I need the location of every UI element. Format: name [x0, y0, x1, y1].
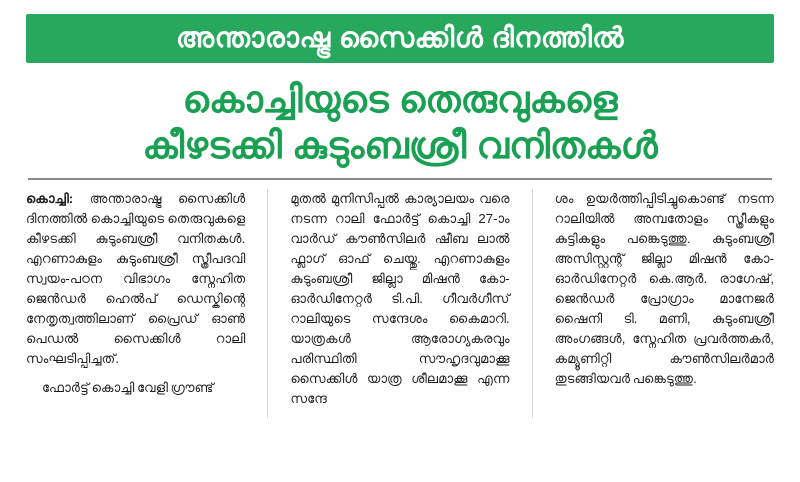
- article-body: [26, 189, 774, 419]
- article-paragraph: [26, 189, 245, 370]
- dateline: കൊച്ചി:: [26, 190, 74, 206]
- column-1-paragraph-2: ഫോർട്ട് കൊച്ചി വേളി ഗ്രൗണ്ട്: [42, 380, 214, 396]
- headline-line-2: കീഴടക്കി കുടുംബശ്രീ വനിതകൾ: [142, 124, 658, 166]
- page-title: [26, 77, 774, 167]
- headline-line-1: കൊച്ചിയുടെ തെരുവുകളെ: [182, 79, 618, 121]
- article-column-1: [26, 189, 245, 408]
- headline-divider: [28, 178, 772, 180]
- column-3-paragraph-1: ശം ഉയർത്തിപ്പിടിച്ചുകൊണ്ട് നടന്ന റാലിയിൽ അമ്പതോളം സ്ത്രീകളും കുട്ടികളും പങ്കെടുത്തു. കുടുംബശ്രീ അസിസ്റ്റന്റ് ജില്ലാ മിഷൻ കോ-ഓർഡിനേറ്റർ കെ.ആർ. രാഗേഷ്, ജെൻഡർ പ്രോഗ്രാം മാനേജർ ഷൈനി ടി. മണി, കുടുംബശ്രീ അംഗങ്ങൾ, സ്നേഹിത പ്രവർത്തകർ, കമ്യൂണിറ്റി കൗൺസിലർമാർ തുടങ്ങിയവർ പങ്കെടുത്തു.: [554, 190, 774, 387]
- article-column-2: [290, 189, 509, 419]
- column-1-paragraph-1: അന്താരാഷ്ട്ര സൈക്കിൾ ദിനത്തിൽ കൊച്ചിയുടെ തെരുവുകളെ കീഴടക്കി കുടുംബശ്രീ വനിതകൾ. എറണാകുളം കുടുംബശ്രീ സ്ത്രീപദവി സ്വയം-പഠന വിഭാഗം സ്നേഹിത ജെൻഡർ ഹെൽപ് ഡെസ്കിന്റെ നേതൃത്വത്തിലാണ് പ്രൈഡ് ഓൺ പെഡൽ സൈക്കിൾ റാലി സംഘടിപ്പിച്ചത്.: [26, 190, 246, 367]
- article-column-3: [555, 189, 774, 399]
- column-divider: [267, 189, 268, 419]
- column-2-paragraph-1: മുതൽ മുനിസിപ്പൽ കാര്യാലയം വരെ നടന്ന റാലി ഫോർട്ട് കൊച്ചി 27-ാം വാർഡ് കൗൺസിലർ ഷീബ ലാൽ ഫ്ലാഗ് ഓഫ് ചെയ്തു. എറണാകുളം കുടുംബശ്രീ ജില്ലാ മിഷൻ കോ-ഓർഡിനേറ്റർ ടി.പി. ഗീവർഗീസ് റാലിയുടെ സന്ദേശം കൈമാറി. യാത്രകൾ ആരോഗ്യകരവും പരിസ്ഥിതി സൗഹൃദവുമാക്കൂ സൈക്കിൾ യാത്ര ശീലമാക്കൂ എന്ന സന്ദേ: [290, 190, 510, 407]
- column-divider: [532, 189, 533, 419]
- kicker-banner: അന്താരാഷ്ട്ര സൈക്കിൾ ദിനത്തിൽ: [26, 14, 774, 63]
